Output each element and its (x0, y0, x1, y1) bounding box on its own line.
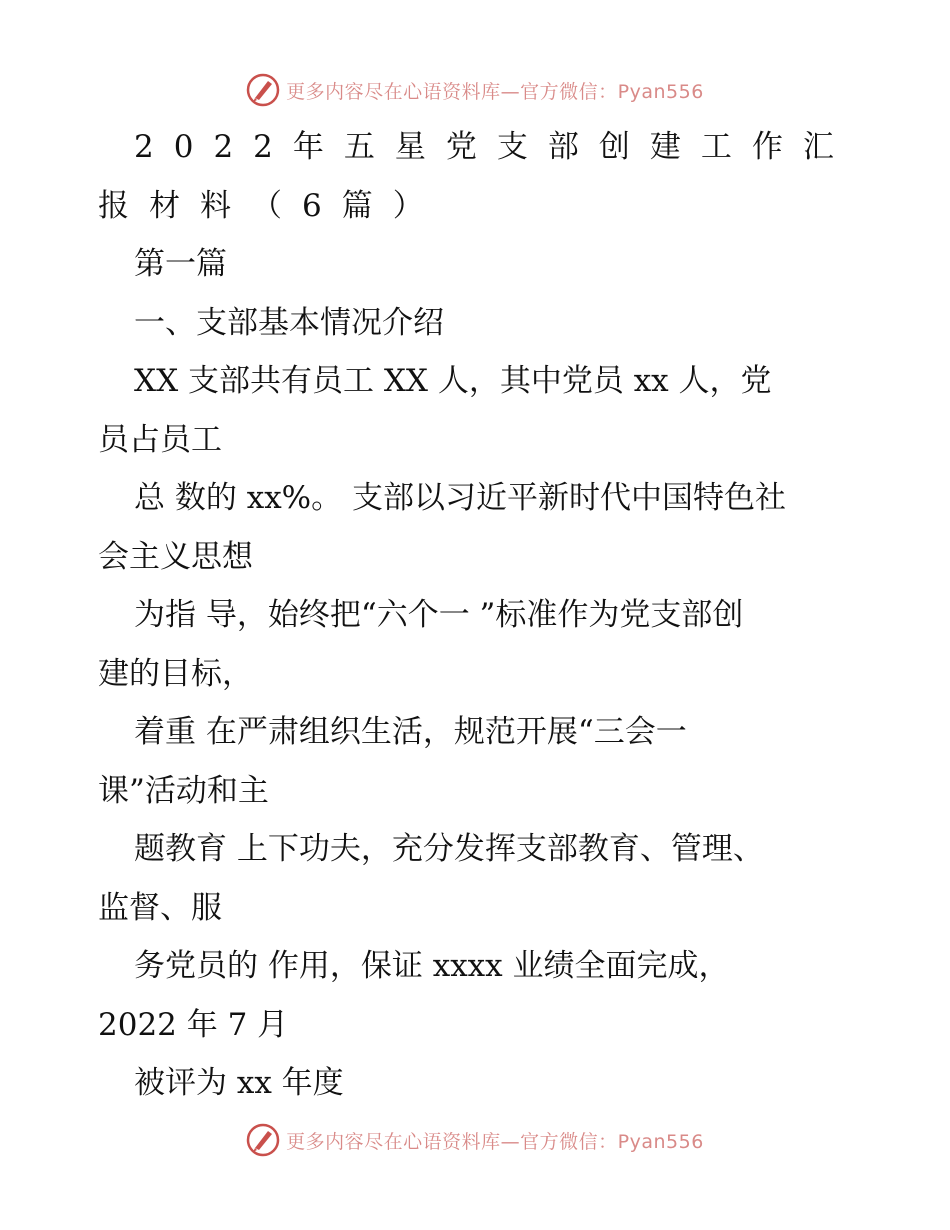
watermark-text: 更多内容尽在心语资料库—官方微信：Pyan556 (286, 80, 704, 103)
paragraph-line: 被评为 xx 年度 (134, 1065, 344, 1101)
paragraph-line: 题教育 上下功夫，充分发挥支部教育、管理、 (134, 831, 764, 867)
pen-logo-icon (246, 73, 280, 107)
document-title-line-1: 2022年五星党支部创建工作汇 (134, 129, 854, 165)
paragraph-line: 建的目标， (98, 656, 253, 692)
document-title-line-2: 报材料（6篇） (98, 188, 444, 224)
paragraph-line: 监督、服 (98, 890, 222, 926)
paragraph-line: XX 支部共有员工 XX 人，其中党员 xx 人，党 (134, 363, 772, 399)
section-heading: 第一篇 (134, 246, 227, 282)
paragraph-line: 总 数的 xx%。 支部以习近平新时代中国特色社 (134, 480, 786, 516)
paragraph-line: 着重 在严肃组织生活，规范开展“三会一 (134, 714, 687, 750)
subsection-heading: 一、支部基本情况介绍 (134, 305, 444, 341)
watermark-text: 更多内容尽在心语资料库—官方微信：Pyan556 (286, 1130, 704, 1153)
pen-logo-icon (246, 1123, 280, 1157)
watermark-header (0, 70, 950, 110)
paragraph-line: 员占员工 (98, 422, 222, 458)
paragraph-line: 课”活动和主 (98, 773, 269, 809)
paragraph-line: 会主义思想 (98, 539, 253, 575)
paragraph-line: 2022 年 7 月 (98, 1007, 289, 1043)
paragraph-line: 为指 导，始终把“六个一 ”标准作为党支部创 (134, 597, 744, 633)
paragraph-line: 务党员的 作用，保证 xxxx 业绩全面完成， (134, 948, 730, 984)
watermark-footer (0, 1120, 950, 1160)
